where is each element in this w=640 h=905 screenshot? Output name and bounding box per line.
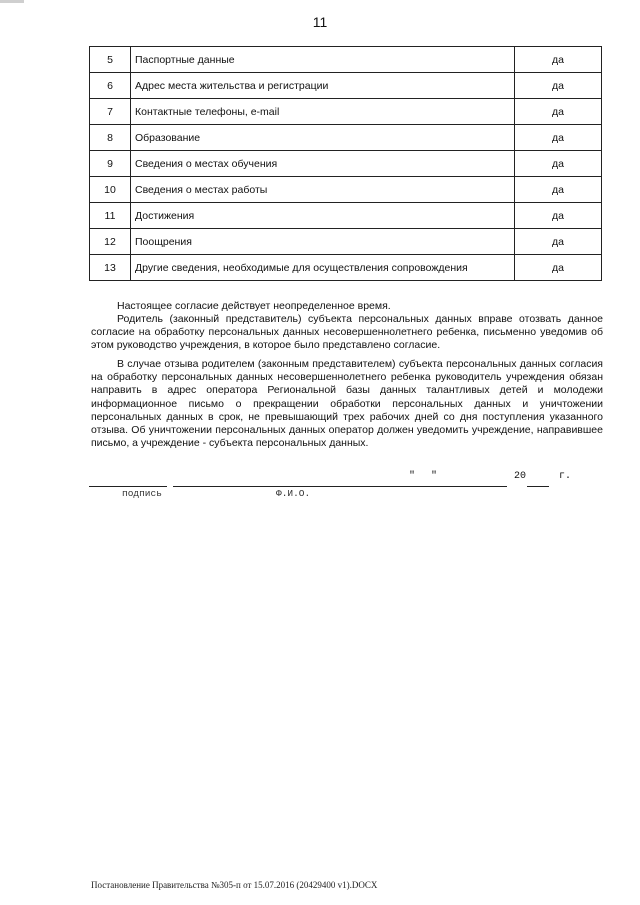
row-label: Паспортные данные (131, 47, 515, 73)
row-answer: да (515, 203, 602, 229)
row-label: Поощрения (131, 229, 515, 255)
year-prefix: 20 (514, 471, 527, 482)
row-answer: да (515, 99, 602, 125)
row-number: 10 (90, 177, 131, 203)
table-row (90, 177, 602, 203)
table-row (90, 73, 602, 99)
quote-close: " (431, 471, 438, 482)
signature-blank (89, 472, 167, 487)
paragraph-validity (117, 300, 603, 313)
row-label: Образование (131, 125, 515, 151)
day-blank (416, 472, 430, 487)
month-blank (443, 472, 507, 487)
row-number: 9 (90, 151, 131, 177)
page-number: 11 (312, 14, 328, 30)
scan-corner-mark (0, 0, 24, 3)
paragraph-procedure-text: В случае отзыва родителем (законным представителем) субъекта персональных данных согласия на обработку персональных данных несовершеннолетнего ребенка руководитель учреждения обязан направить в адрес оператора Региональной базы данных талантливых детей и молодежи информационное письмо о прекращении обработки персональных данных и уничтожении персональных данных в срок, не превышающий трех рабочих дней со дня поступления указанного отзыва. Об уничтожении персональных данных оператор должен уведомить учреждение, направившее письмо, а учреждение - субъекта персональных данных. (91, 358, 603, 450)
row-answer: да (515, 47, 602, 73)
row-answer: да (515, 73, 602, 99)
row-number: 7 (90, 99, 131, 125)
caption-full-name: Ф.И.О. (276, 488, 311, 499)
row-label: Адрес места жительства и регистрации (131, 73, 515, 99)
table-row (90, 151, 602, 177)
row-answer: да (515, 125, 602, 151)
table-row (90, 99, 602, 125)
row-label: Достижения (131, 203, 515, 229)
table-row (90, 203, 602, 229)
signature-line (89, 471, 602, 487)
row-number: 11 (90, 203, 131, 229)
row-answer: да (515, 177, 602, 203)
row-answer: да (515, 151, 602, 177)
row-label: Сведения о местах работы (131, 177, 515, 203)
row-label: Другие сведения, необходимые для осуществления сопровождения (131, 255, 515, 281)
paragraph-revocation (91, 313, 603, 353)
row-number: 12 (90, 229, 131, 255)
year-suffix: г. (559, 471, 572, 482)
personal-data-table (89, 46, 602, 281)
paragraph-validity-text: Настоящее согласие действует неопределенное время. (117, 300, 391, 312)
row-label: Контактные телефоны, e-mail (131, 99, 515, 125)
row-answer: да (515, 255, 602, 281)
row-answer: да (515, 229, 602, 255)
table-row (90, 255, 602, 281)
row-number: 6 (90, 73, 131, 99)
row-number: 8 (90, 125, 131, 151)
row-number: 5 (90, 47, 131, 73)
table-row (90, 229, 602, 255)
paragraph-revocation-text: Родитель (законный представитель) субъекта персональных данных вправе отозвать данное согласие на обработку персональных данных несовершеннолетнего ребенка, письменно уведомив об этом руководство учреждения, в которое было представлено согласие. (91, 313, 603, 352)
year-blank (527, 472, 549, 487)
row-label: Сведения о местах обучения (131, 151, 515, 177)
document-footer: Постановление Правительства №305-п от 15.07.2016 (20429400 v1).DOCX (91, 880, 378, 890)
table-row (90, 125, 602, 151)
row-number: 13 (90, 255, 131, 281)
caption-signature: подпись (122, 488, 162, 499)
paragraph-procedure (91, 358, 603, 450)
table-row (90, 47, 602, 73)
quote-open: " (409, 471, 416, 482)
